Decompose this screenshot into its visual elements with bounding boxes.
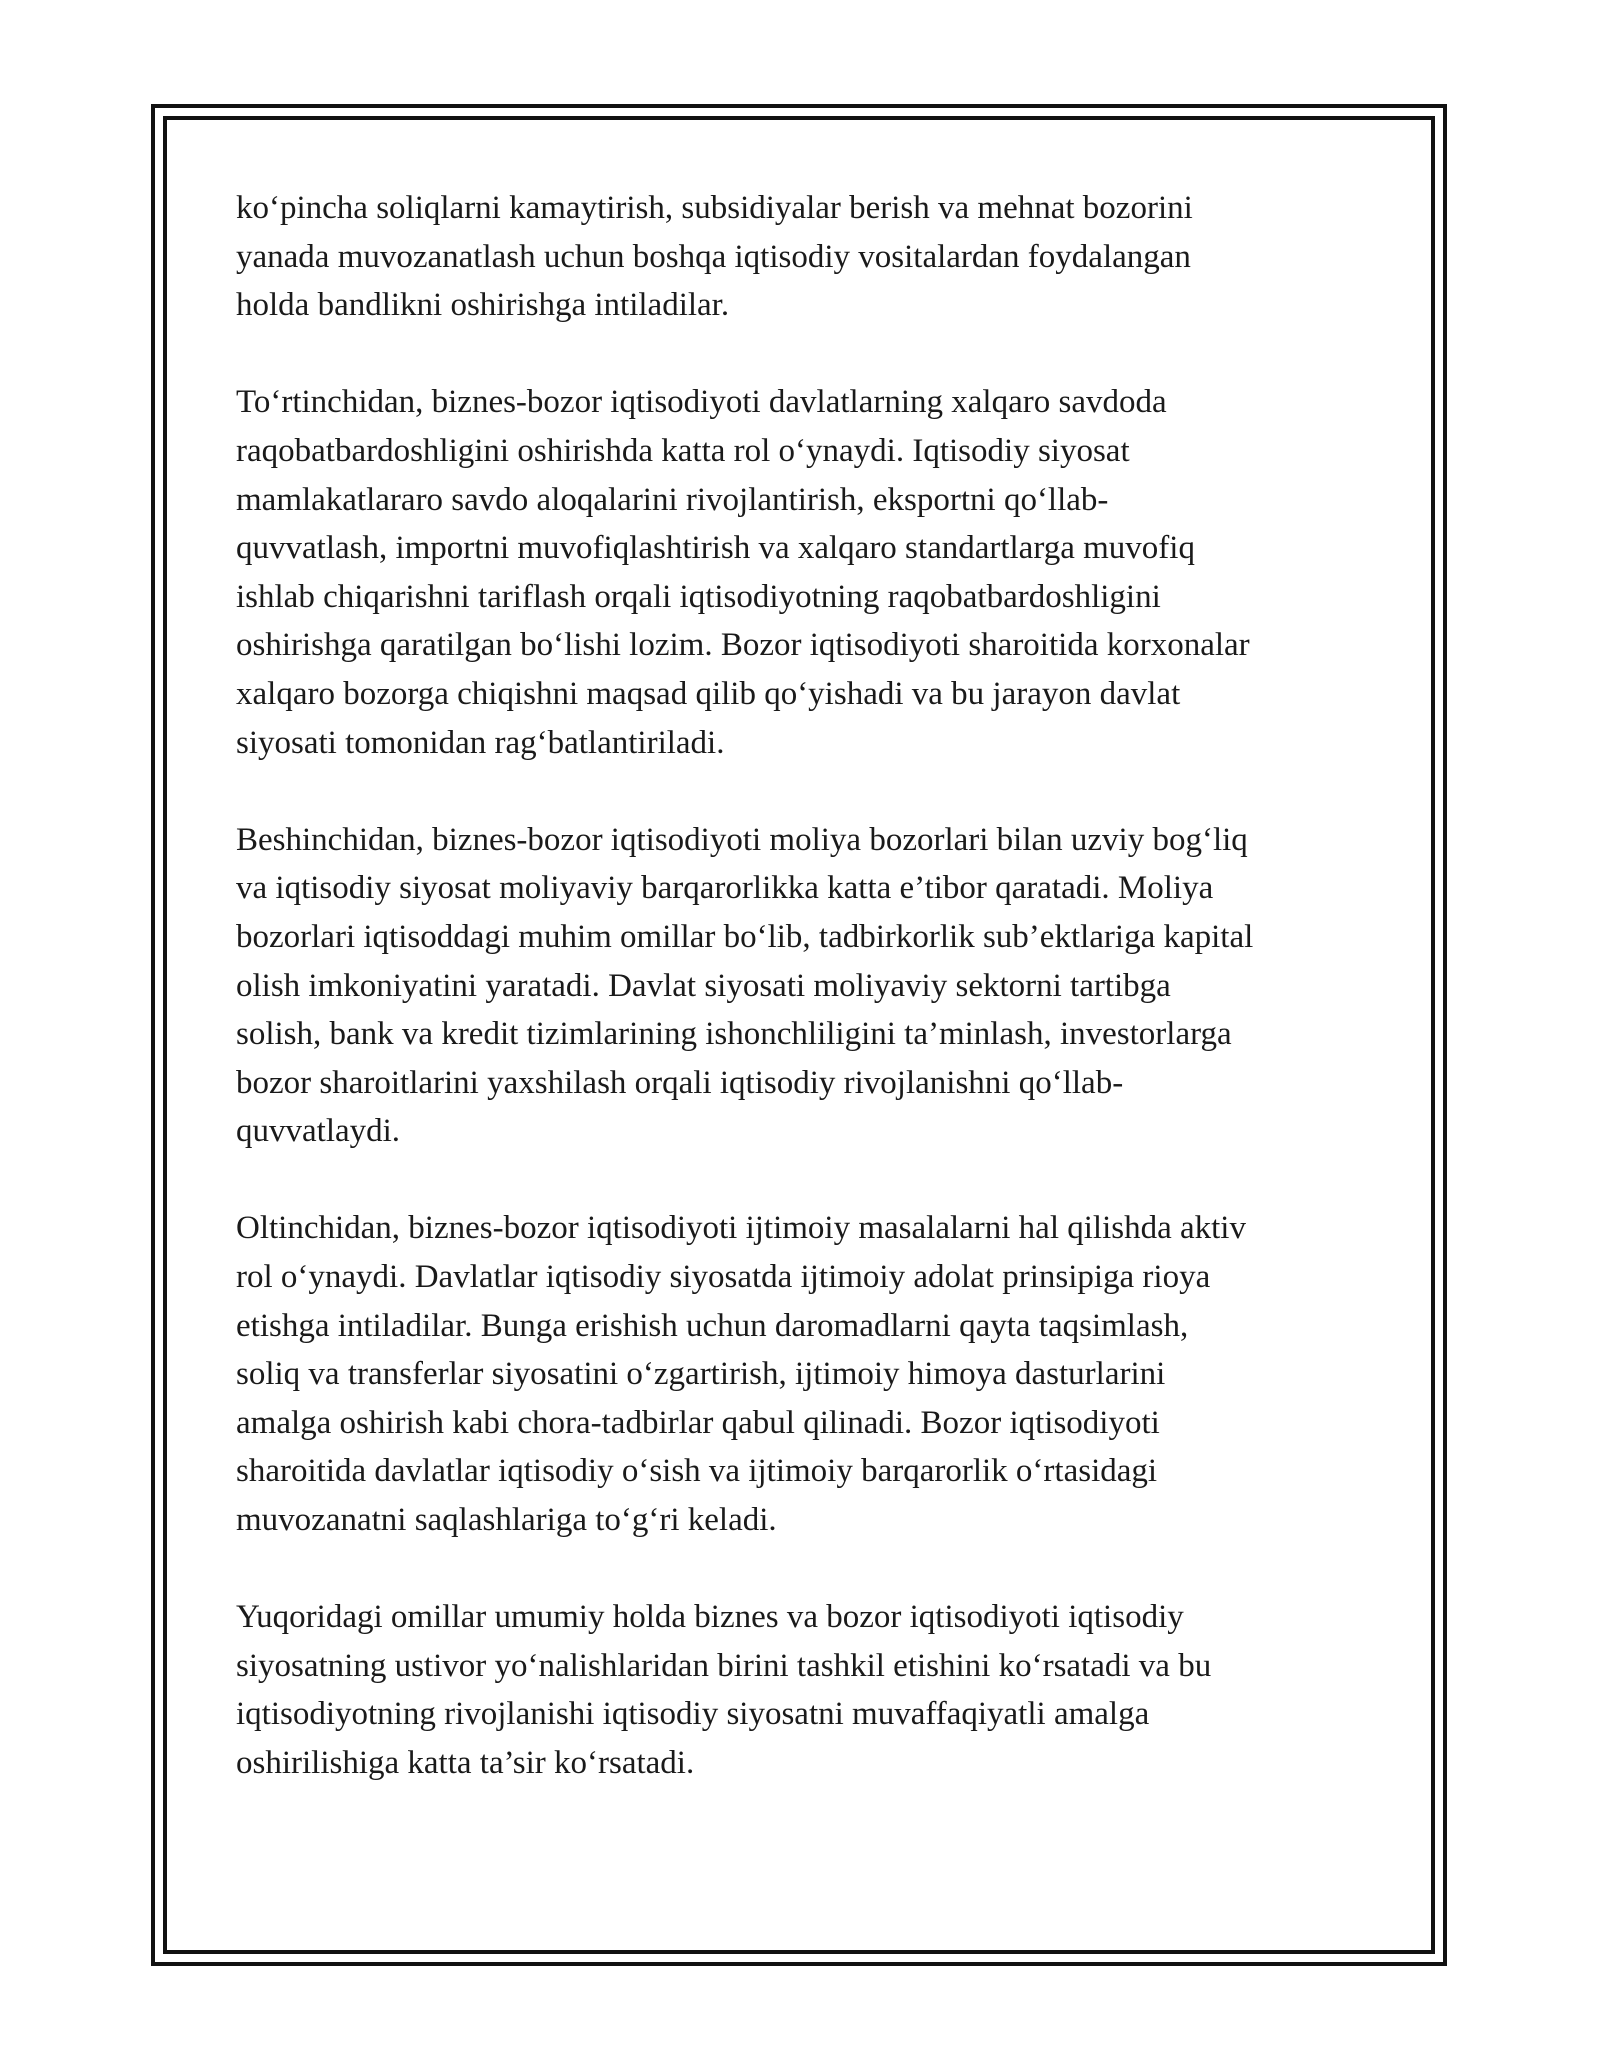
- text-line: ishlab chiqarishni tariflash orqali iqtisodiyotning raqobatbardoshligini: [236, 578, 1161, 615]
- text-line: quvvatlash, importni muvofiqlashtirish va xalqaro standartlarga muvofiq: [236, 530, 1195, 567]
- text-line: holda bandlikni oshirishga intiladilar.: [236, 287, 730, 324]
- document-body: [236, 184, 1376, 1836]
- text-line: amalga oshirish kabi chora-tadbirlar qabul qilinadi. Bozor iqtisodiyoti: [236, 1404, 1160, 1441]
- text-line: siyosatning ustivor yo‘nalishlaridan birini tashkil etishini ko‘rsatadi va bu: [236, 1647, 1212, 1684]
- text-line: va iqtisodiy siyosat moliyaviy barqarorlikka katta e’tibor qaratadi. Moliya: [236, 870, 1214, 907]
- text-line: ko‘pincha soliqlarni kamaytirish, subsidiyalar berish va mehnat bozorini: [236, 190, 1193, 226]
- text-line: iqtisodiyotning rivojlanishi iqtisodiy siyosatni muvaffaqiyatli amalga: [236, 1696, 1150, 1733]
- text-line: quvvatlaydi.: [236, 1113, 401, 1150]
- paragraph: [236, 816, 1376, 1156]
- text-line: xalqaro bozorga chiqishni maqsad qilib qo‘yishadi va bu jarayon davlat: [236, 675, 1181, 712]
- text-line: To‘rtinchidan, biznes-bozor iqtisodiyoti davlatlarning xalqaro savdoda: [236, 384, 1167, 421]
- text-line: soliq va transferlar siyosatini o‘zgartirish, ijtimoiy himoya dasturlarini: [236, 1356, 1166, 1393]
- text-line: yanada muvozanatlash uchun boshqa iqtisodiy vositalardan foydalangan: [236, 238, 1191, 275]
- text-line: Beshinchidan, biznes-bozor iqtisodiyoti moliya bozorlari bilan uzviy bog‘liq: [236, 821, 1248, 858]
- text-line: Oltinchidan, biznes-bozor iqtisodiyoti ijtimoiy masalalarni hal qilishda aktiv: [236, 1210, 1246, 1247]
- text-line: mamlakatlararo savdo aloqalarini rivojlantirish, eksportni qo‘llab-: [236, 481, 1109, 518]
- text-line: Yuqoridagi omillar umumiy holda biznes va bozor iqtisodiyoti iqtisodiy: [236, 1599, 1184, 1636]
- text-line: bozor sharoitlarini yaxshilash orqali iqtisodiy rivojlanishni qo‘llab-: [236, 1064, 1124, 1101]
- text-line: etishga intiladilar. Bunga erishish uchun daromadlarni qayta taqsimlash,: [236, 1307, 1189, 1344]
- text-line: raqobatbardoshligini oshirishda katta rol o‘ynaydi. Iqtisodiy siyosat: [236, 432, 1130, 469]
- text-line: bozorlari iqtisoddagi muhim omillar bo‘lib, tadbirkorlik sub’ektlariga kapital: [236, 918, 1254, 955]
- text-line: olish imkoniyatini yaratadi. Davlat siyosati moliyaviy sektorni tartibga: [236, 967, 1171, 1004]
- paragraph: [236, 184, 1376, 330]
- text-line: rol o‘ynaydi. Davlatlar iqtisodiy siyosatda ijtimoiy adolat prinsipiga rioya: [236, 1259, 1211, 1296]
- text-line: muvozanatni saqlashlariga to‘g‘ri keladi.: [236, 1502, 777, 1539]
- paragraph: [236, 378, 1376, 767]
- text-line: oshirilishiga katta ta’sir ko‘rsatadi.: [236, 1745, 695, 1781]
- paragraph: [236, 1204, 1376, 1544]
- text-line: siyosati tomonidan rag‘batlantiriladi.: [236, 724, 725, 761]
- paragraph: [236, 1593, 1376, 1787]
- text-line: oshirishga qaratilgan bo‘lishi lozim. Bozor iqtisodiyoti sharoitida korxonalar: [236, 627, 1250, 664]
- text-line: solish, bank va kredit tizimlarining ishonchliligini ta’minlash, investorlarga: [236, 1016, 1232, 1053]
- text-line: sharoitida davlatlar iqtisodiy o‘sish va ijtimoiy barqarorlik o‘rtasidagi: [236, 1453, 1158, 1490]
